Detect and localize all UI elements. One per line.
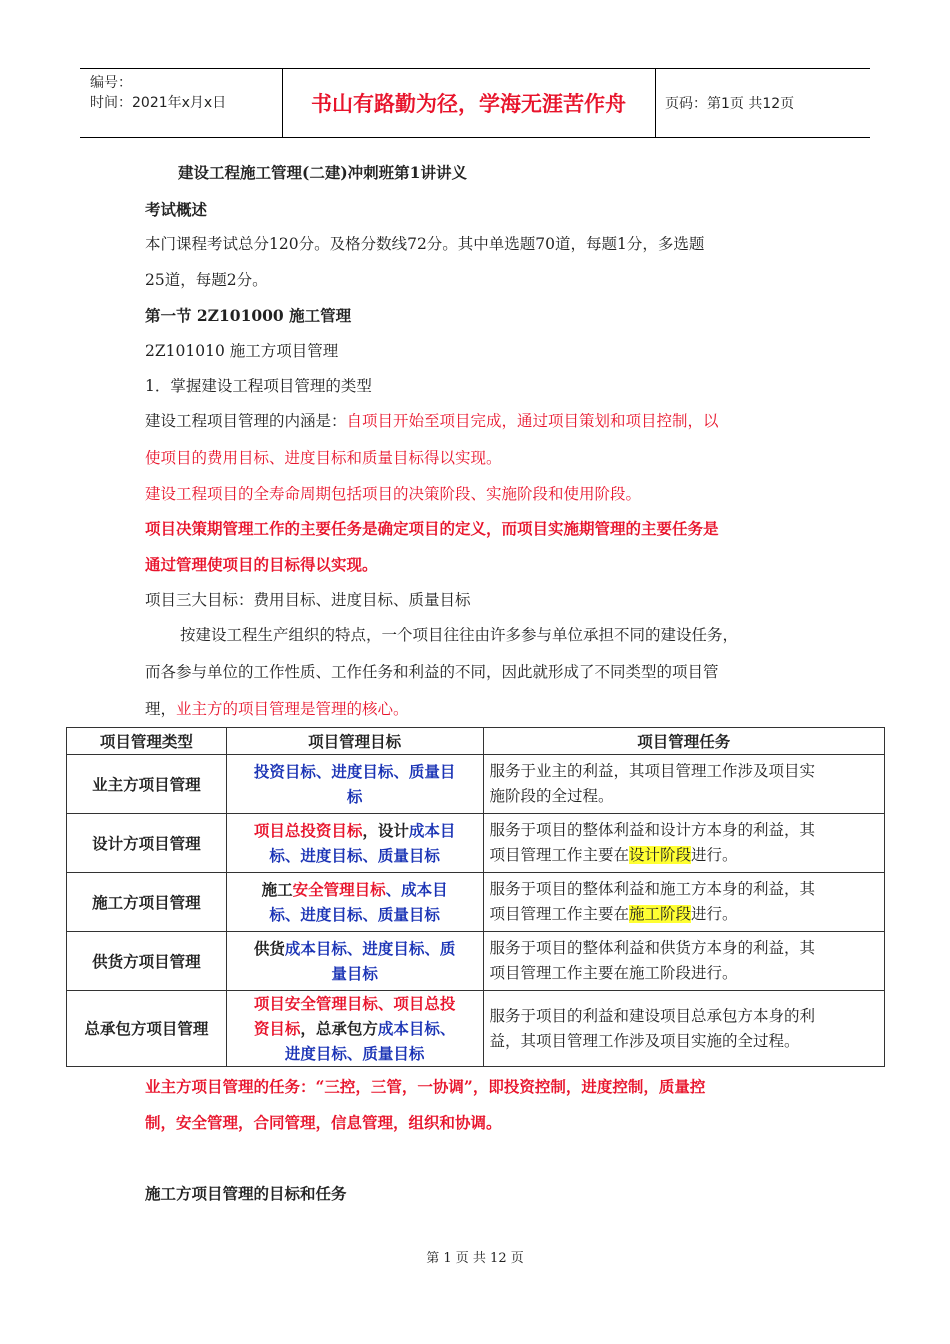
goal-red-text: 安全管理目标 (292, 880, 386, 899)
task-highlight: 设计阶段 (629, 846, 692, 864)
three-goals-line: 项目三大目标：费用目标、进度目标、质量目标 (145, 591, 471, 609)
paragraph-line-2: 而各参与单位的工作性质、工作任务和利益的不同，因此就形成了不同类型的项目管 (145, 663, 719, 681)
table-row (67, 873, 885, 932)
task-line-2: 通过管理使项目的目标得以实现。 (145, 555, 378, 574)
table-cell-goal (226, 814, 483, 873)
task-text (490, 843, 879, 868)
goal-blue-text: 成本目标、进度目标、质 (284, 939, 456, 958)
definition-prefix: 建设工程项目管理的内涵是： (145, 412, 347, 430)
table-cell-goal (226, 755, 483, 814)
goal-text (233, 1016, 477, 1041)
table-cell-task (483, 991, 885, 1067)
table-header-type: 项目管理类型 (67, 728, 227, 755)
goal-plain-text: ，总承包方 (300, 1019, 378, 1038)
header-motto: 书山有路勤为径，学海无涯苦作舟 (311, 92, 626, 116)
task-text: 服务于项目的利益和建设项目总承包方本身的利 (489, 1006, 816, 1025)
exam-line-2: 25道，每题2分。 (145, 271, 268, 289)
project-management-table (66, 727, 885, 1067)
goal-blue-text: 进度目标、质量目标 (284, 1044, 425, 1063)
task-text (490, 902, 879, 927)
goal-blue-text: 量目标 (331, 964, 378, 983)
task-text: 施阶段的全过程。 (489, 787, 614, 805)
goal-blue-text: 成本目 (408, 821, 456, 840)
task-line-1: 项目决策期管理工作的主要任务是确定项目的定义，而项目实施期管理的主要任务是 (145, 519, 719, 538)
task-plain-text: 项目管理工作主要在 (489, 905, 630, 923)
task-highlight: 施工阶段 (629, 905, 692, 923)
point-1: 1．掌握建设工程项目管理的类型 (145, 377, 372, 395)
owner-task-line-1: 业主方项目管理的任务：“三控，三管，一协调”，即投资控制，进度控制，质量控 (145, 1077, 706, 1096)
table-cell-type: 总承包方项目管理 (67, 991, 227, 1067)
section-heading: 第一节 2Z101000 施工管理 (145, 306, 352, 325)
table-header-row (67, 728, 885, 755)
task-plain-text: 进行。 (691, 846, 738, 864)
task-text: 服务于项目的整体利益和设计方本身的利益，其 (489, 821, 816, 839)
table-cell-task (483, 932, 885, 991)
task-text: 服务于项目的整体利益和施工方本身的利益，其 (489, 880, 816, 898)
subsection-heading: 2Z101010 施工方项目管理 (145, 342, 339, 360)
header-divider (655, 69, 656, 137)
table-cell-type: 供货方项目管理 (67, 932, 227, 991)
goal-text (233, 936, 477, 961)
goal-red-text: 项目总投资目标 (253, 821, 363, 840)
lifecycle-line: 建设工程项目的全寿命周期包括项目的决策阶段、实施阶段和使用阶段。 (145, 485, 642, 503)
table-row (67, 932, 885, 991)
document-header (80, 68, 870, 138)
table-cell-task (483, 873, 885, 932)
paragraph-red: 业主方的项目管理是管理的核心。 (176, 700, 409, 718)
task-text: 服务于项目的整体利益和供货方本身的利益，其 (489, 939, 816, 957)
goal-text: 标 (346, 787, 363, 806)
table-cell-goal (226, 932, 483, 991)
goal-plain-text: 施工 (261, 880, 293, 899)
header-meta (90, 73, 226, 113)
table-header-goal: 项目管理目标 (226, 728, 483, 755)
paragraph-prefix: 理， (145, 700, 177, 718)
table-row (67, 991, 885, 1067)
table-row (67, 755, 885, 814)
exam-line-1: 本门课程考试总分120分。及格分数线72分。其中单选题70道，每题1分，多选题 (145, 235, 705, 253)
construction-heading: 施工方项目管理的目标和任务 (145, 1184, 347, 1203)
page-footer: 第 1 页 共 12 页 (426, 1251, 524, 1266)
definition-line-1 (145, 409, 719, 431)
table-cell-task (483, 814, 885, 873)
task-plain-text: 进行。 (691, 905, 738, 923)
table-cell-type: 业主方项目管理 (67, 755, 227, 814)
time-label: 时间：2021年x月x日 (90, 95, 227, 111)
goal-text: 投资目标、进度目标、质量目 (253, 762, 456, 781)
goal-blue-text: 成本目标、 (377, 1019, 456, 1038)
goal-blue-text: 标、进度目标、质量目标 (269, 905, 440, 924)
header-page-info: 页码：第1页 共12页 (665, 96, 795, 112)
task-text: 益，其项目管理工作涉及项目实施的全过程。 (489, 1031, 800, 1050)
doc-title: 建设工程施工管理(二建)冲刺班第1讲讲义 (178, 163, 467, 182)
goal-blue-text: 、成本目 (385, 880, 448, 899)
table-cell-goal (226, 873, 483, 932)
definition-line-2: 使项目的费用目标、进度目标和质量目标得以实现。 (145, 449, 502, 467)
table-row (67, 814, 885, 873)
goal-plain-text: ，设计 (362, 821, 409, 840)
number-label: 编号： (90, 75, 132, 91)
goal-text (233, 818, 477, 843)
table-cell-type: 施工方项目管理 (67, 873, 227, 932)
definition-red-1: 自项目开始至项目完成，通过项目策划和项目控制，以 (346, 412, 719, 430)
exam-heading: 考试概述 (145, 200, 208, 219)
goal-plain-text: 供货 (253, 939, 285, 958)
table-cell-task (483, 755, 885, 814)
table-cell-goal (226, 991, 483, 1067)
goal-blue-text: 标、进度目标、质量目标 (269, 846, 440, 865)
goal-text (233, 877, 477, 902)
owner-task-line-2: 制，安全管理，合同管理，信息管理，组织和协调。 (145, 1113, 502, 1132)
task-plain-text: 项目管理工作主要在 (489, 846, 630, 864)
table-header-task: 项目管理任务 (483, 728, 885, 755)
goal-red-text: 资目标 (253, 1019, 301, 1038)
task-text: 服务于业主的利益，其项目管理工作涉及项目实 (489, 762, 816, 780)
paragraph-line-1: 按建设工程生产组织的特点，一个项目往往由许多参与单位承担不同的建设任务， (180, 626, 739, 644)
goal-red-text: 项目安全管理目标、项目总投 (253, 994, 456, 1013)
task-text: 项目管理工作主要在施工阶段进行。 (489, 964, 738, 982)
paragraph-line-3 (145, 697, 409, 719)
table-cell-type: 设计方项目管理 (67, 814, 227, 873)
